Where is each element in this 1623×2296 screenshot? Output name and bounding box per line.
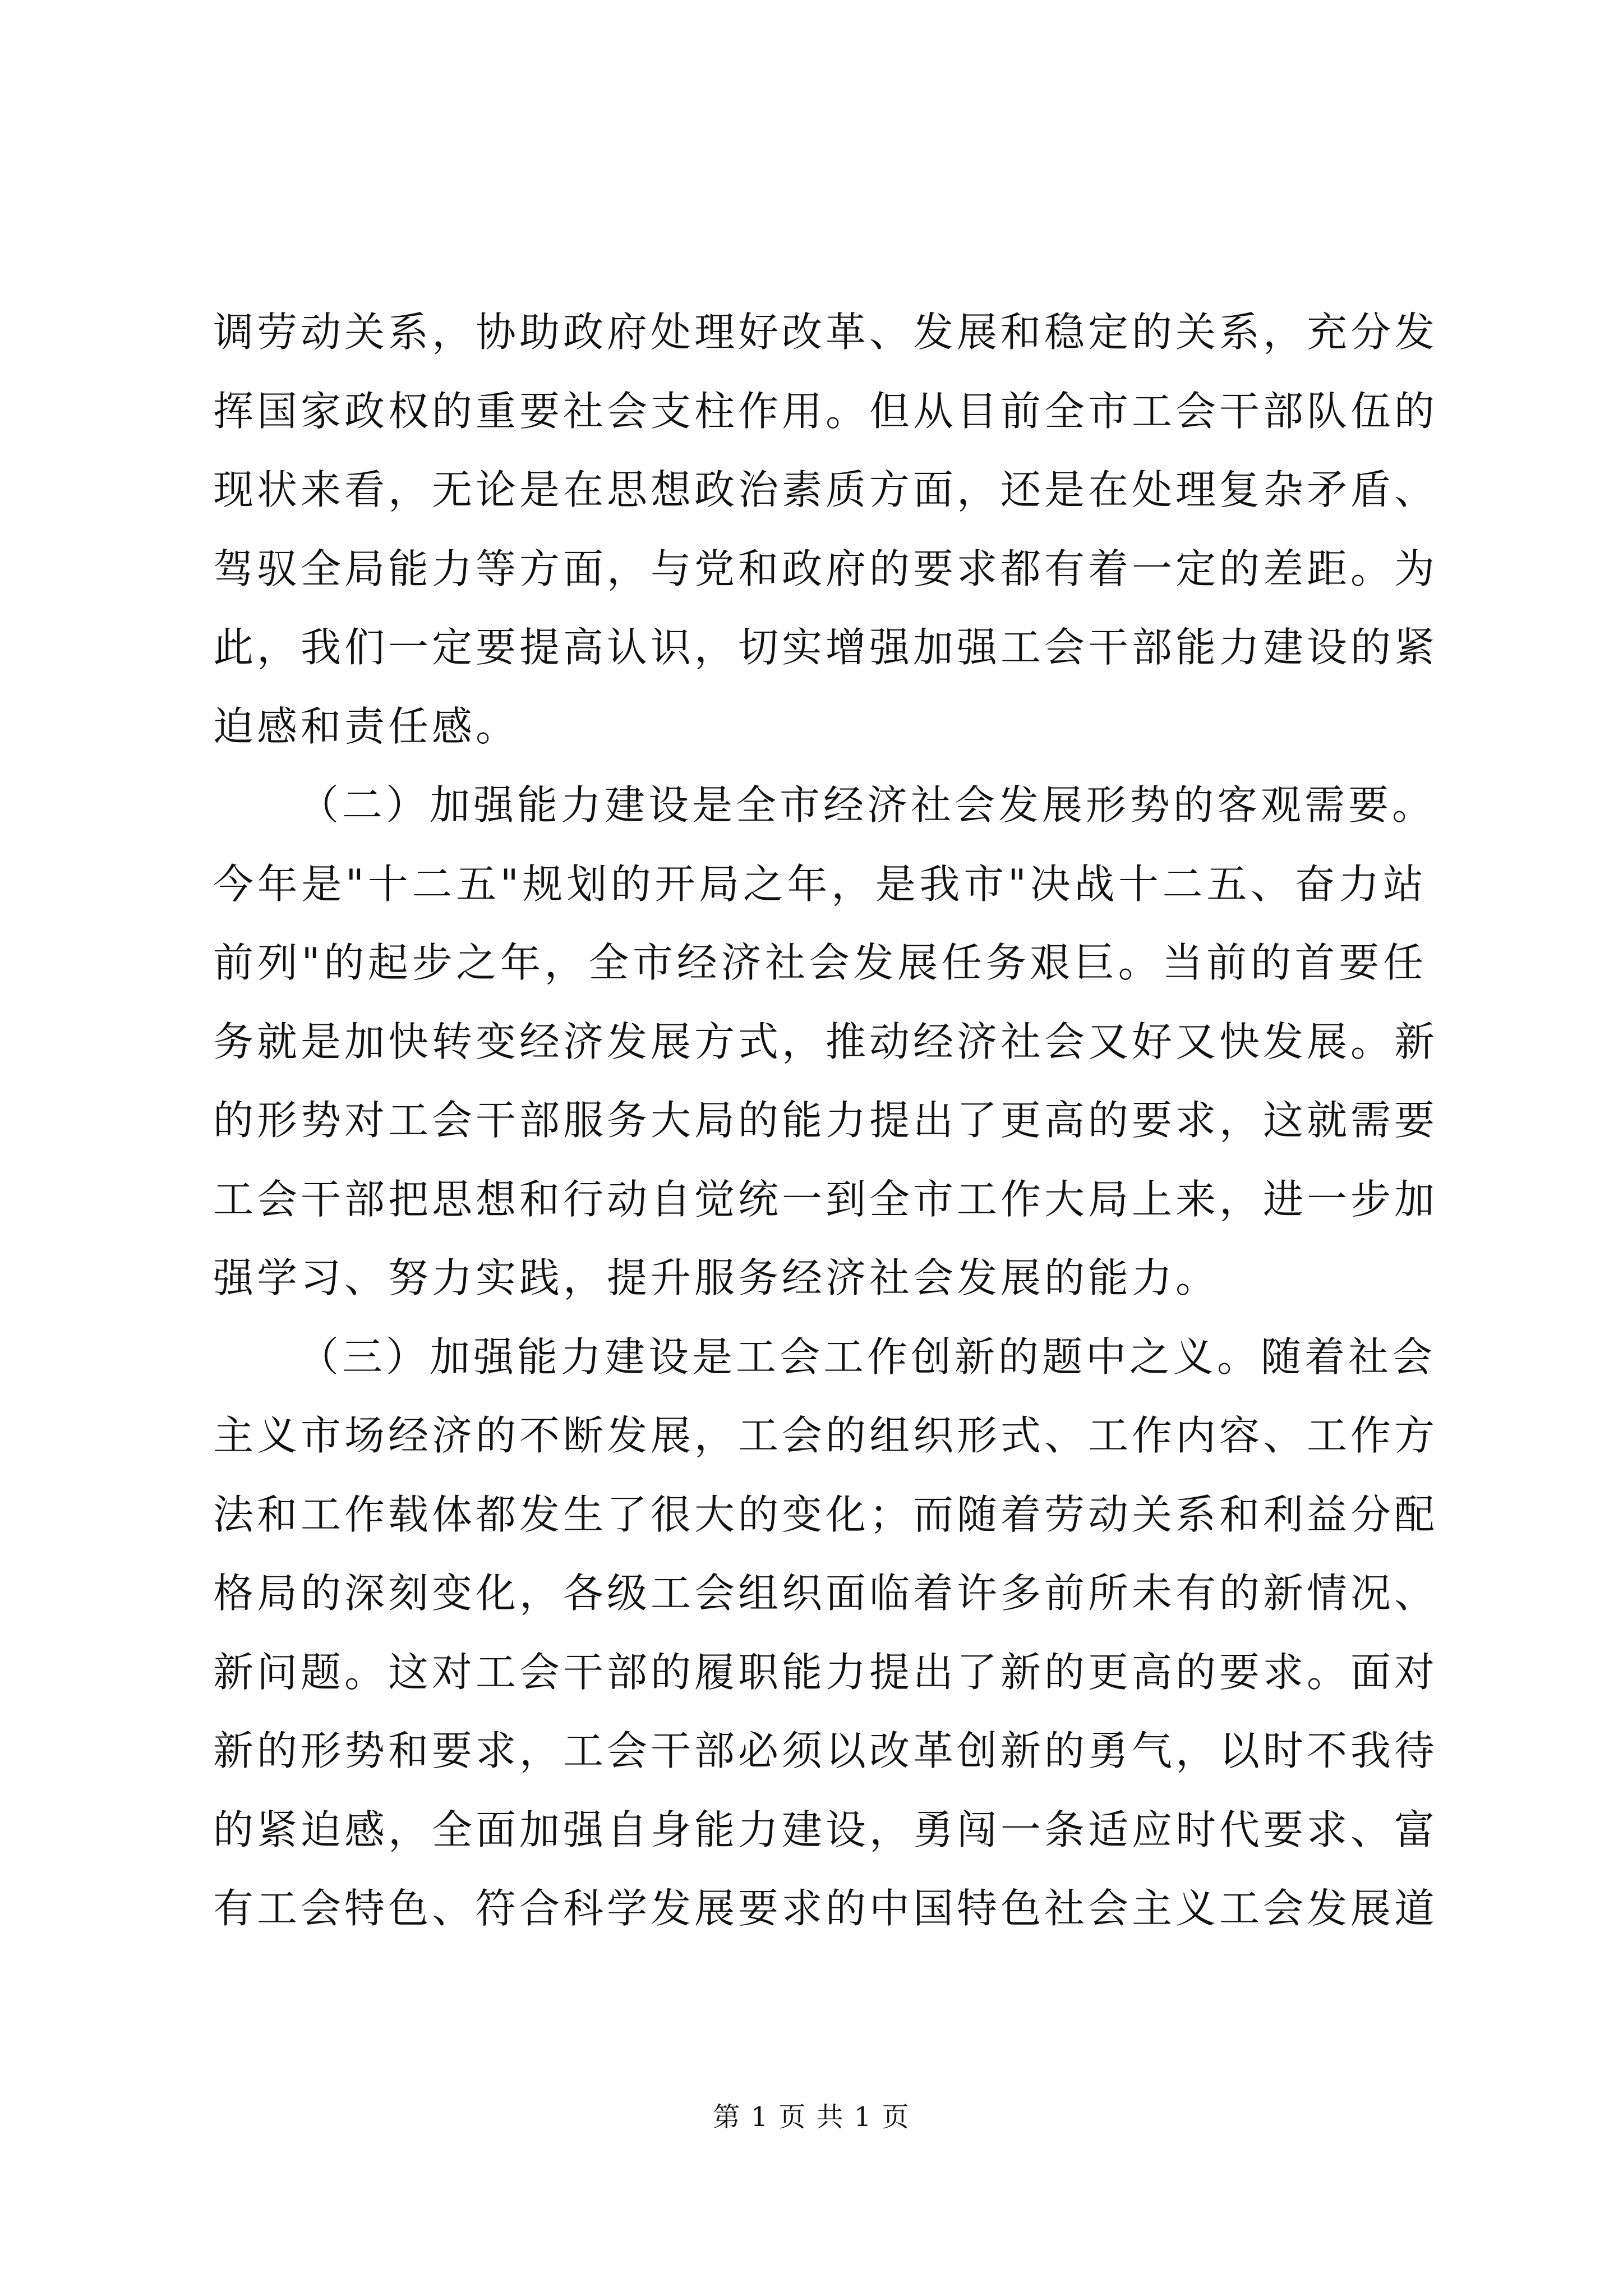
- text-line: 主义市场经济的不断发展，工会的组织形式、工作内容、工作方: [213, 1412, 1438, 1459]
- section-heading-line: （三）加强能力建设是工会工作创新的题中之义。随着社会: [298, 1333, 1436, 1381]
- page-footer: 第 1 页 共 1 页: [713, 2101, 910, 2133]
- text-line: 务就是加快转变经济发展方式，推动经济社会又好又快发展。新: [213, 1018, 1438, 1065]
- text-line: 今年是"十二五"规划的开局之年，是我市"决战十二五、奋力站: [213, 860, 1427, 908]
- text-line: 挥国家政权的重要社会支柱作用。但从目前全市工会干部队伍的: [213, 387, 1438, 435]
- text-line: 强学习、努力实践，提升服务经济社会发展的能力。: [213, 1254, 1220, 1301]
- text-line: 法和工作载体都发生了很大的变化；而随着劳动关系和利益分配: [213, 1490, 1438, 1538]
- text-line: 前列"的起步之年，全市经济社会发展任务艰巨。当前的首要任: [213, 939, 1427, 986]
- text-line: 新的形势和要求，工会干部必须以改革创新的勇气，以时不我待: [213, 1727, 1438, 1774]
- body-text: [213, 293, 1438, 1948]
- text-line: 格局的深刻变化，各级工会组织面临着许多前所未有的新情况、: [213, 1570, 1438, 1617]
- text-line: 迫感和责任感。: [213, 702, 520, 750]
- section-heading-line: （二）加强能力建设是全市经济社会发展形势的客观需要。: [298, 781, 1436, 829]
- text-line: 工会干部把思想和行动自觉统一到全市工作大局上来，进一步加: [213, 1175, 1438, 1223]
- text-line: 有工会特色、符合科学发展要求的中国特色社会主义工会发展道: [213, 1885, 1438, 1932]
- text-line: 驾驭全局能力等方面，与党和政府的要求都有着一定的差距。为: [213, 545, 1438, 592]
- text-line: 此，我们一定要提高认识，切实增强加强工会干部能力建设的紧: [213, 624, 1438, 671]
- text-line: 的紧迫感，全面加强自身能力建设，勇闯一条适应时代要求、富: [213, 1806, 1438, 1853]
- text-line: 调劳动关系，协助政府处理好改革、发展和稳定的关系，充分发: [213, 309, 1438, 356]
- text-line: 现状来看，无论是在思想政治素质方面，还是在处理复杂矛盾、: [213, 466, 1438, 513]
- text-line: 的形势对工会干部服务大局的能力提出了更高的要求，这就需要: [213, 1097, 1438, 1144]
- text-line: 新问题。这对工会干部的履职能力提出了新的更高的要求。面对: [213, 1648, 1438, 1696]
